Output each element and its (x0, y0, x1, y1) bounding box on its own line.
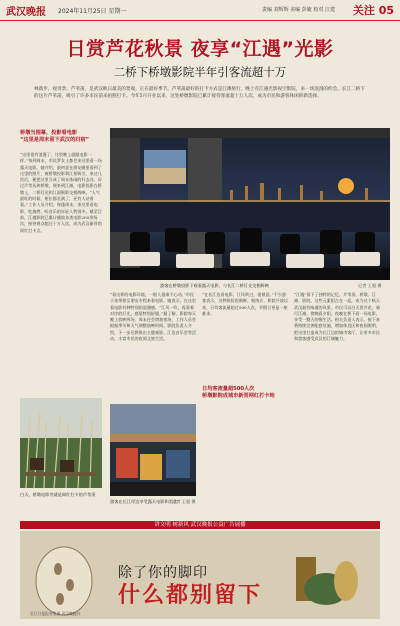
riverside-photo-credit: 记者 王超 摄 (172, 499, 196, 504)
sidebar-heading-1: 桥墩当围幕，投影看电影 (20, 130, 78, 136)
column-3-heading: 日均客流量超500人次 (202, 386, 255, 392)
sidebar-heading-2: “这里是周末留下武汉的归宿” (20, 137, 90, 143)
newspaper-logo: 武汉晚报 (6, 7, 46, 18)
column-3-top-text: “在长江边看电影，江风吹过，很惬意。”不少游客表示，这种体验很新鲜。据统计，影院开放以来，日均客流量超过500人次，节假日更是一座难求。 (202, 292, 288, 316)
top-photo-caption: 游客在桥墩投影下观看露天电影，与长江二桥灯光交相辉映 (160, 283, 269, 288)
section-label: 关注 05 (352, 4, 394, 17)
editor-credits: 责编 刘辉辉 美编 彭婕 校对 江建 (262, 7, 335, 13)
masthead (0, 0, 400, 21)
night-cinema-scene (110, 128, 390, 280)
ad-slogan-line-1: 除了你的脚印 (118, 565, 208, 581)
subheadline: 二桥下桥墩影院半年引客流超十万 (113, 65, 287, 79)
ad-slogan-line-2: 什么都别留下 (118, 583, 263, 608)
column-3 (202, 292, 288, 400)
lead-paragraph: 林荫步、观奇景、芦苇荡，是武汉秋日最美的景观。正在最好季节，芦苇荡最好的打卡方式是江滩骑行，晚上有江遇光影夜空影院，来一场浪漫的约会。长江二桥下的这片芦苇荡，吸引了许多市民前来拍照打卡。今年5月开业以来，这处桥墩影院已累计接待客流超十万人次，成为市民和游客休闲的新选择。 (34, 87, 365, 99)
riverside-photo (110, 404, 196, 496)
column-3-subheading: 桥墩影院成城市新晋网红打卡地 (202, 393, 275, 399)
riverside-photo-caption: 游客在长江岸边享受露天电影和美食 (110, 499, 178, 504)
headline: 日赏芦花秋景 夜享“江遇”光影 (66, 38, 334, 60)
issue-date: 2024年11月25日 星期一 (58, 8, 127, 15)
column-2-text: “看这样的电影环境，一般人很难不心动。”市民小张带着女朋友专程来看电影，她表示，在这里看电影有种特别的浪漫感，“江风一吹，再看着对岸的灯光，感觉特别舒服。”据了解，影院每天晚上放映两场，周末还会增加夜场，工作人员会根据季节和天气调整放映时间。影院负责人介绍，下一步还将推出主题观影、江边音乐会等活动，丰富市民的夜间文旅生活。 (110, 292, 196, 342)
reeds-scene (20, 398, 102, 488)
sidebar-body: “这里很有浪漫了，这里晚上就跟电影一样。”每到周末，市民罗女士都会来这里看一场露天电影。她介绍，最初是在朋友圈里看到了这里的照片，被桥墩投影和江景吸引，来过几次后，便把这里当成了周末休闲的好去处。穿过芦苇丛和桥墩，便来到江滩，电影投影在桥墩上，二桥灯光和江面倒影交相辉映。“人气最旺的时候，座位都坐满了，还有人站着看。”工作人员介绍，每逢周末，来这里看电影、吃烧烤、听音乐的年轻人特别多。截至目前，江遇影院已累计播放各类电影200余场次，接待观众超过十万人次，成为武汉新晋的网红打卡点。 (20, 152, 102, 233)
ad-publisher: 长江日报报业集团 武汉晚报社 (30, 611, 81, 616)
column-4-text: “江遇”留下了独特的记忆。芦苇荡、桥墩、江滩、影院，这些元素组合在一起，成为这个秋天武汉最有味道的风景。市民可以白天赏芦花、骑行江滩，傍晚看夕阳，夜晚在桥下看一场电影，享受一整天的慢生活。相关负责人表示，接下来将持续完善配套设施，增加休息区和夜间照明，把这里打造成为长江边的城市客厅，让更多市民和游客感受武汉的江城魅力。 (294, 292, 380, 342)
top-photo (110, 128, 390, 280)
public-service-bar: 讲文明 树新风 武汉晚报公益广告展播 (20, 521, 380, 529)
reeds-photo (20, 398, 102, 488)
sidebar-box-header (20, 130, 102, 144)
reeds-photo-caption: 白天，桥墩电影旁就是网红打卡的芦苇荡 (20, 492, 96, 497)
riverside-dining-scene (110, 404, 196, 496)
top-photo-credit: 记者 王超 摄 (358, 283, 382, 288)
